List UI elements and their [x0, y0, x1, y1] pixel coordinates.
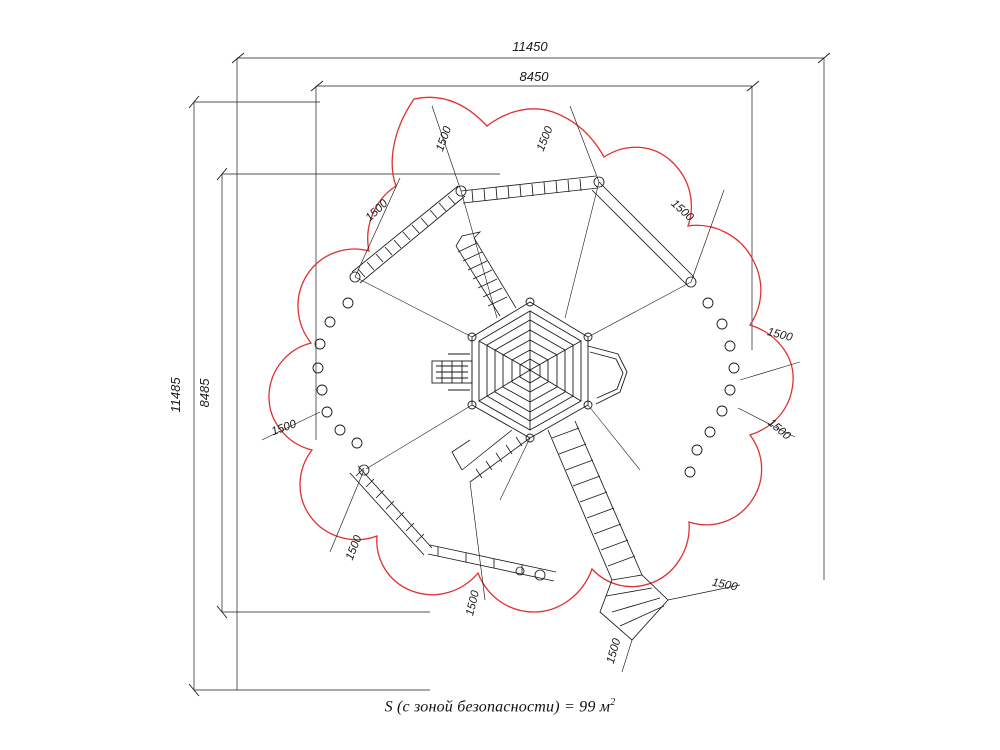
guard-rail-right [588, 346, 627, 404]
label-offset-bottom-left: 1500 [464, 589, 483, 618]
safety-zone-outline [269, 97, 793, 612]
label-offset-top-right: 1500 [534, 124, 556, 153]
bridge-upper [461, 176, 604, 203]
beam-upper-right [592, 182, 696, 287]
area-caption-unit: 2 [610, 697, 616, 708]
chute-north-west [456, 232, 516, 316]
dim-top-outer: 11450 [512, 39, 548, 54]
dim-top-inner: 8450 [519, 69, 549, 84]
dim-left-outer: 11485 [168, 377, 183, 413]
support-lines-to-center [355, 182, 691, 500]
area-caption-text: S (с зоной безопасности) = 99 м [384, 698, 611, 716]
stepping-stones-right [685, 298, 739, 477]
area-caption [0, 697, 1000, 716]
dimension-arrow-ticks [189, 53, 830, 696]
central-hexagon-tower [468, 298, 592, 442]
dimension-frame-outer [194, 58, 824, 690]
label-offset-right-lower: 1500 [765, 416, 793, 443]
label-offset-bottom-right: 1500 [710, 576, 739, 594]
label-offset-left: 1500 [269, 418, 299, 439]
balance-beam-bottom-left [428, 545, 556, 581]
dim-left-inner: 8485 [197, 378, 212, 408]
label-offset-upper-left: 1500 [363, 197, 391, 225]
climbing-panel-left [432, 354, 472, 390]
stepping-stones-left [313, 298, 362, 448]
label-offset-right: 1500 [765, 326, 794, 345]
label-offset-lower-left: 1500 [343, 533, 365, 562]
label-offset-upper-right: 1500 [668, 197, 696, 224]
label-offset-bottom-mid: 1500 [604, 637, 624, 666]
label-offset-top-left: 1500 [434, 124, 455, 154]
climbing-net-south-west [452, 430, 530, 482]
stair-south [548, 421, 668, 640]
